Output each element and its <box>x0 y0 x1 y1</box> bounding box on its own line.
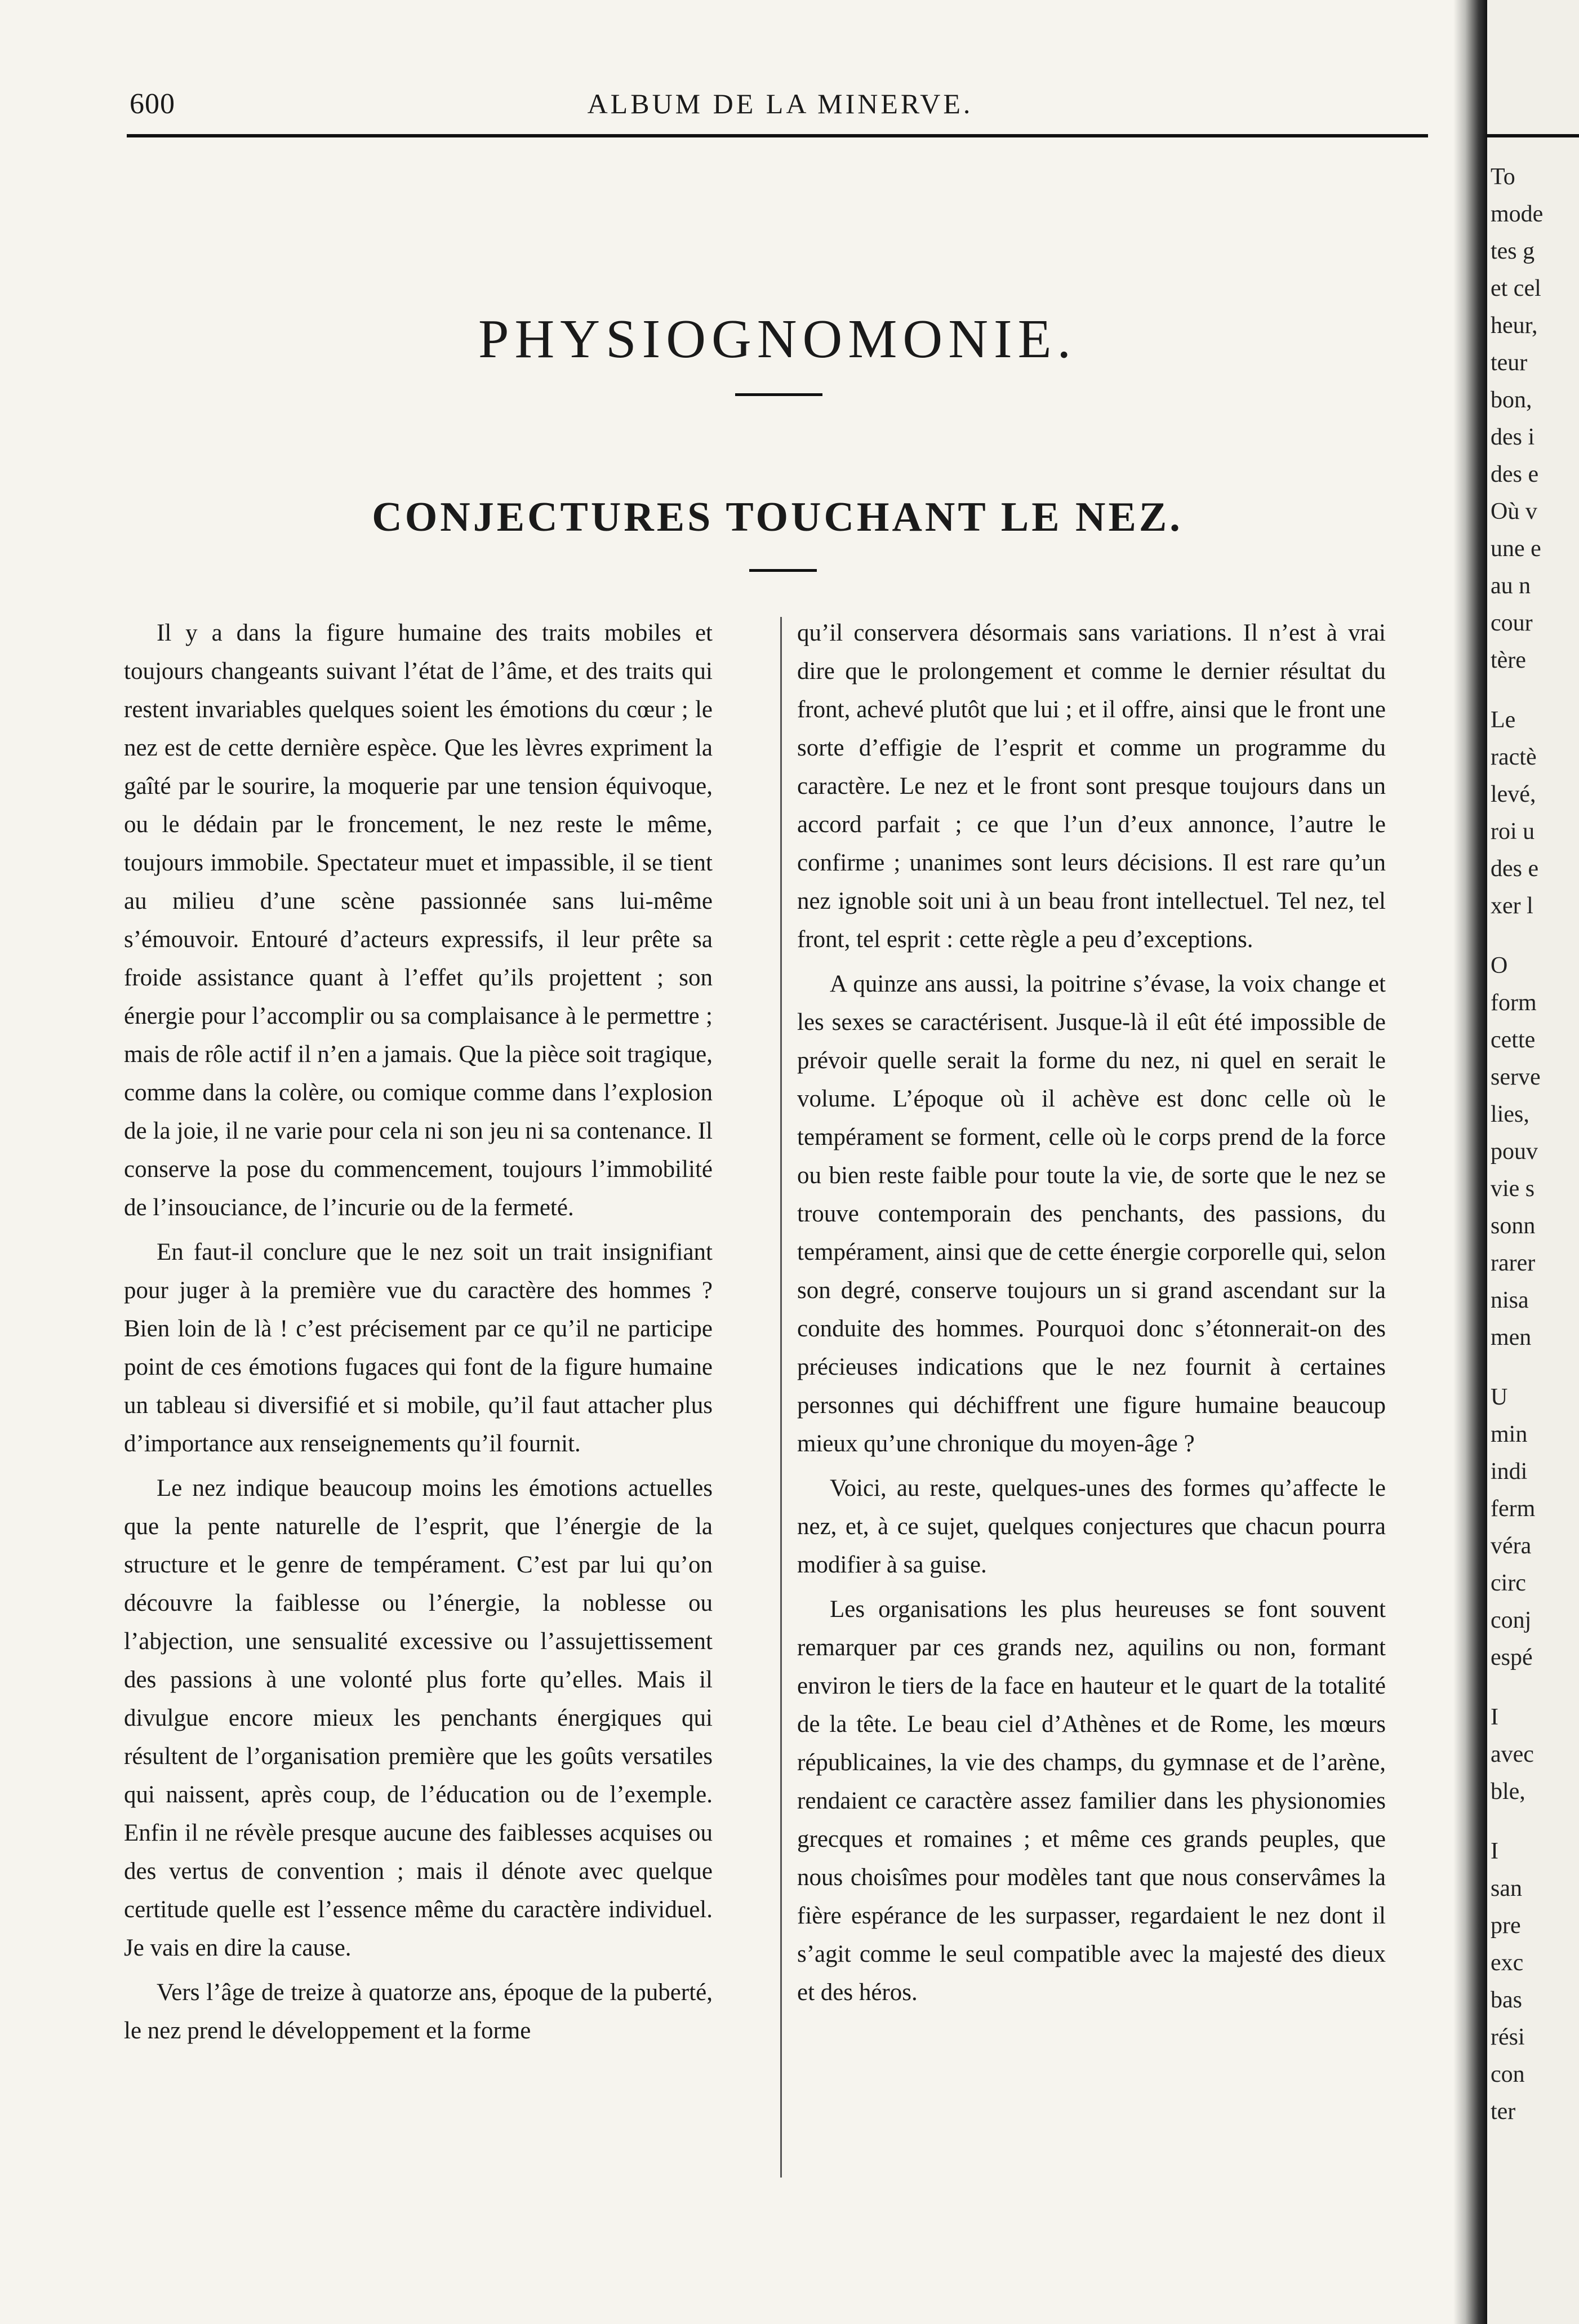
adjacent-text-fragment: tes g <box>1491 238 1535 264</box>
adjacent-text-fragment: indi <box>1491 1459 1528 1485</box>
adjacent-text-fragment: Où v <box>1491 499 1537 525</box>
adjacent-text-fragment: lies, <box>1491 1101 1529 1127</box>
adjacent-text-fragment: con <box>1491 2061 1525 2087</box>
adjacent-text-fragment: des e <box>1491 856 1539 882</box>
paragraph: Vers l’âge de treize à quatorze ans, époque de la puberté, le nez prend le développement et la forme <box>124 1979 713 2044</box>
adjacent-text-fragment: xer l <box>1491 893 1533 919</box>
adjacent-text-fragment: roi u <box>1491 819 1535 845</box>
adjacent-text-fragment: mode <box>1491 201 1544 227</box>
subtitle-divider <box>749 569 817 572</box>
adjacent-text-fragment: pre <box>1491 1913 1521 1939</box>
adjacent-text-fragment: min <box>1491 1421 1528 1447</box>
adjacent-text-fragment: U <box>1491 1384 1508 1410</box>
header-rule <box>127 134 1428 137</box>
adjacent-text-fragment: circ <box>1491 1570 1526 1596</box>
adjacent-text-fragment: I <box>1491 1838 1498 1864</box>
adjacent-text-fragment: au n <box>1491 573 1531 599</box>
adjacent-text-fragment: cour <box>1491 610 1533 636</box>
article-subtitle: CONJECTURES TOUCHANT LE NEZ. <box>372 494 1183 541</box>
adjacent-page-edge <box>1487 0 1579 2324</box>
adjacent-text-fragment: form <box>1491 990 1537 1016</box>
adjacent-header-rule <box>1487 134 1579 137</box>
adjacent-text-fragment: véra <box>1491 1533 1532 1559</box>
adjacent-text-fragment: tère <box>1491 647 1526 673</box>
paragraph: En faut-il conclure que le nez soit un trait insignifiant pour juger à la première vue du caractère des hommes ? Bien loin de là ! c’est précisement par ce qu’il ne participe point de ces émotions fugaces qui font de la figure humaine un tableau si diversifié et si mobile, qu’il faut attacher plus d’importance aux renseignements qu’il fournit. <box>124 1239 713 1457</box>
paragraph: Il y a dans la figure humaine des traits mobiles et toujours changeants suivant l’état de l’âme, et des traits qui restent invariables quelques soient les émotions du cœur ; le nez est de cette dernière espèce. Que les lèvres expriment la gaîté par le sourire, la moquerie par une tension équivoque, ou le dédain par le froncement, le nez reste le même, toujours immobile. Spectateur muet et impassible, il se tient au milieu d’une scène passionnée sans lui-même s’émouvoir. Entouré d’acteurs expressifs, il leur prête sa froide assistance quant à l’effet qu’ils projettent ; son énergie pour l’accomplir ou sa complaisance à le permettre ; mais de rôle actif il n’en a jamais. Que la pièce soit tragique, comme dans la colère, ou comique comme dans l’explosion de la joie, il ne varie pour cela ni son jeu ni sa contenance. Il conserve la pose du commencement, toujours l’immobilité de l’insouciance, de l’incurie ou de la fermeté. <box>124 620 713 1221</box>
paragraph: Le nez indique beaucoup moins les émotions actuelles que la pente naturelle de l’esprit, que l’énergie de la structure et le genre de tempérament. C’est par lui qu’on découvre la faiblesse ou l’énergie, la noblesse ou l’abjection, une sensualité excessive ou l’assujettissement des passions à une volonté plus forte qu’elles. Mais il divulgue encore mieux les penchants énergiques qui résultent de l’organisation première que les goûts versatiles qui naissent, après coup, de l’éducation ou de l’exemple. Enfin il ne révèle presque aucune des faiblesses acquises ou des vertus de convention ; mais il dénote avec quelque certitude quelle est l’essence même du caractère individuel. Je vais en dire la cause. <box>124 1475 713 1961</box>
adjacent-text-fragment: heur, <box>1491 313 1538 339</box>
adjacent-text-fragment: et cel <box>1491 275 1541 301</box>
adjacent-text-fragment: une e <box>1491 536 1541 562</box>
paragraph-continued: qu’il conservera désormais sans variations. Il n’est à vrai dire que le prolongement et comme le dernier résultat du front, achevé plutôt que lui ; et il offre, ainsi que le front une sorte d’effigie de l’esprit et comme un programme du caractère. Le nez et le front sont presque toujours dans un accord parfait ; ce que l’un d’eux annonce, l’autre le confirme ; unanimes sont leurs décisions. Il est rare qu’un nez ignoble soit uni à un beau front intellectuel. Tel nez, tel front, tel esprit : cette règle a peu d’exceptions. <box>797 620 1386 953</box>
paragraph: Les organisations les plus heureuses se font souvent remarquer par ces grands nez, aquilins ou non, formant environ le tiers de la face en hauteur et le quart de la totalité de la tête. Le beau ciel d’Athènes et de Rome, les mœurs républicaines, la vie des champs, du gymnase et de l’arène, rendaient ce caractère assez familier dans les physionomies grecques et romaines ; et même ces grands peuples, que nous choisîmes pour modèles tant que nous conservâmes la fière espérance de les surpasser, regardaient le nez dont il s’agit comme le seul compatible avec la majesté des dieux et des héros. <box>797 1596 1386 2006</box>
adjacent-text-fragment: ter <box>1491 2099 1516 2125</box>
right-column <box>797 614 1386 2018</box>
adjacent-text-fragment: vie s <box>1491 1176 1535 1202</box>
adjacent-text-fragment: serve <box>1491 1064 1541 1090</box>
adjacent-text-fragment: teur <box>1491 350 1528 376</box>
adjacent-text-fragment: ble, <box>1491 1779 1525 1805</box>
adjacent-text-fragment: levé, <box>1491 781 1536 807</box>
adjacent-text-fragment: des e <box>1491 461 1539 487</box>
adjacent-text-fragment: men <box>1491 1325 1532 1350</box>
adjacent-text-fragment: cette <box>1491 1027 1536 1053</box>
adjacent-text-fragment: rarer <box>1491 1250 1536 1276</box>
page-gutter <box>1453 0 1487 2324</box>
adjacent-text-fragment: espé <box>1491 1645 1533 1670</box>
adjacent-text-fragment: To <box>1491 164 1515 190</box>
adjacent-text-fragment: sonn <box>1491 1213 1536 1239</box>
adjacent-text-fragment: rési <box>1491 2024 1525 2050</box>
column-divider <box>780 617 782 2178</box>
adjacent-text-fragment: O <box>1491 953 1508 979</box>
adjacent-text-fragment: des i <box>1491 424 1535 450</box>
journal-title: ALBUM DE LA MINERVE. <box>587 88 973 119</box>
adjacent-text-fragment: pouv <box>1491 1139 1538 1165</box>
adjacent-text-fragment: bon, <box>1491 387 1532 413</box>
adjacent-text-fragment: ferm <box>1491 1496 1536 1522</box>
paragraph: Voici, au reste, quelques-unes des formes qu’affecte le nez, et, à ce sujet, quelques conjectures que chacun pourra modifier à sa guise. <box>797 1475 1386 1578</box>
adjacent-text-fragment: I <box>1491 1704 1498 1730</box>
article-title: PHYSIOGNOMONIE. <box>478 308 1077 370</box>
title-divider <box>735 393 822 396</box>
running-head <box>130 87 1431 127</box>
left-column <box>124 614 713 2056</box>
adjacent-text-fragment: avec <box>1491 1741 1534 1767</box>
adjacent-text-fragment: bas <box>1491 1987 1522 2013</box>
adjacent-text-fragment: nisa <box>1491 1287 1529 1313</box>
adjacent-text-fragment: san <box>1491 1876 1522 1901</box>
page-number: 600 <box>130 88 175 120</box>
adjacent-text-fragment: conj <box>1491 1607 1532 1633</box>
adjacent-text-fragment: Le <box>1491 707 1516 733</box>
adjacent-text-fragment: ractè <box>1491 744 1537 770</box>
adjacent-text-fragment: exc <box>1491 1950 1524 1976</box>
paragraph: A quinze ans aussi, la poitrine s’évase, la voix change et les sexes se caractérisent. Jusque-là il eût été impossible de prévoir quelle serait la forme du nez, ni quel en serait le volume. L’époque où il achève est donc celle où le tempérament se forment, celle où le corps prend de la force ou bien reste faible pour toute la vie, de sorte que le nez se trouve contemporain des penchants, des passions, du tempérament, ainsi que de cette énergie corporelle qui, selon son degré, conserve toujours un si grand ascendant sur la conduite des hommes. Pourquoi donc s’étonnerait-on des précieuses indications que le nez fournit à certaines personnes qui déchiffrent une figure humaine beaucoup mieux qu’une chronique du moyen-âge ? <box>797 971 1386 1457</box>
